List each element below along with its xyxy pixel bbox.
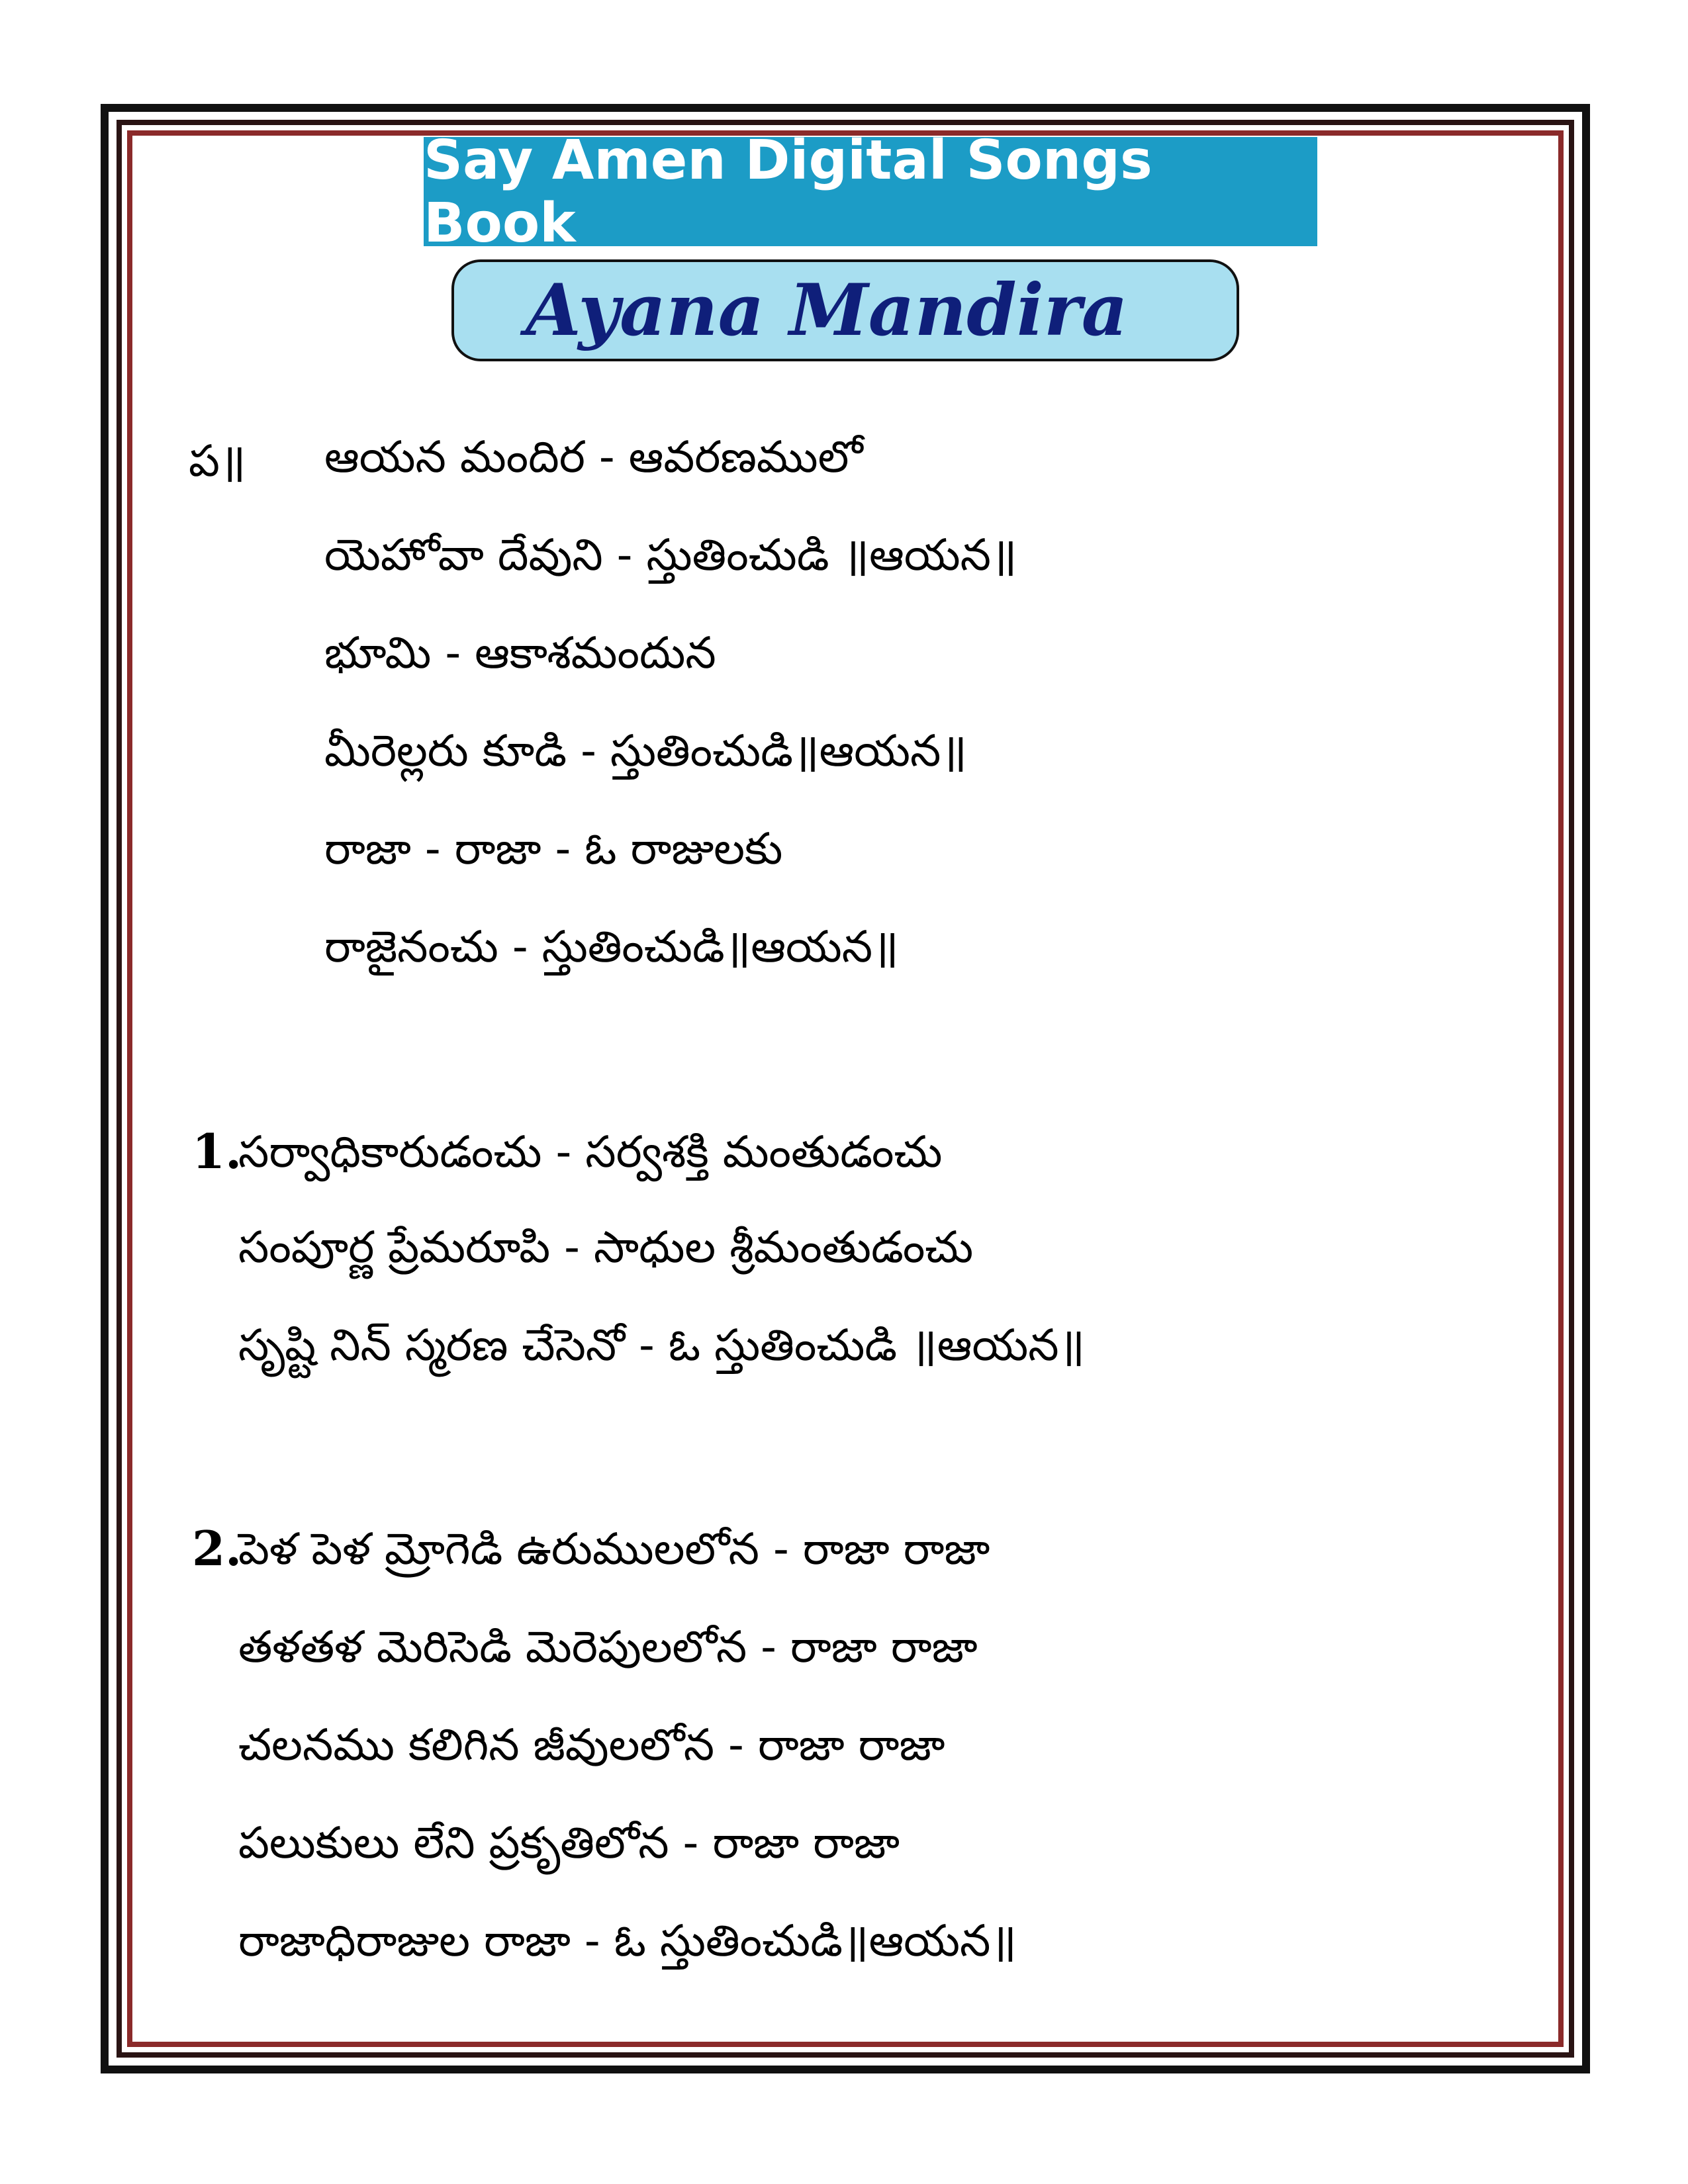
verse-1-number: 1.: [192, 1123, 242, 1179]
verse-1-line-1: సర్వాధికారుడంచు - సర్వశక్తి మంతుడంచు: [238, 1126, 943, 1177]
song-title: Ayana Mandira: [526, 269, 1128, 352]
pallavi-line-1: ఆయన మందిర - ఆవరణములో: [324, 432, 863, 482]
verse-1-line-2: సంపూర్ణ ప్రేమరూపి - సాధుల శ్రీమంతుడంచు: [238, 1222, 974, 1273]
pallavi-line-6: రాజైనంచు - స్తుతించుడి॥ఆయన॥: [324, 921, 899, 972]
song-title-box: [451, 259, 1239, 361]
pallavi-line-4: మీరెల్లరు కూడి - స్తుతించుడి॥ఆయన॥: [324, 725, 967, 776]
pallavi-line-5: రాజా - రాజా - ఓ రాజులకు: [324, 823, 783, 874]
songbook-banner: Say Amen Digital Songs Book: [424, 137, 1317, 246]
verse-2-number: 2.: [192, 1520, 242, 1576]
pallavi-line-2: యెహోవా దేవుని - స్తుతించుడి ॥ఆయన॥: [324, 529, 1017, 580]
pallavi-marker: ప॥: [189, 435, 246, 486]
verse-2-line-3: చలనము కలిగిన జీవులలోన - రాజా రాజా: [238, 1719, 945, 1770]
verse-2-line-5: రాజాధిరాజుల రాజా - ఓ స్తుతించుడి॥ఆయన॥: [238, 1915, 1017, 1966]
verse-1-line-3: సృష్టి నిన్ స్మరణ చేసెనో - ఓ స్తుతించుడి ॥ఆయన॥: [238, 1320, 1086, 1371]
pallavi-line-3: భూమి - ఆకాశమందున: [324, 627, 716, 678]
verse-2-line-2: తళతళ మెరిసెడి మెరెపులలోన - రాజా రాజా: [238, 1621, 978, 1672]
verse-2-line-1: పెళ పెళ మ్రోగెడి ఉరుములలోన - రాజా రాజా: [238, 1524, 990, 1574]
verse-2-line-4: పలుకులు లేని ప్రకృతిలోన - రాజా రాజా: [238, 1817, 900, 1868]
